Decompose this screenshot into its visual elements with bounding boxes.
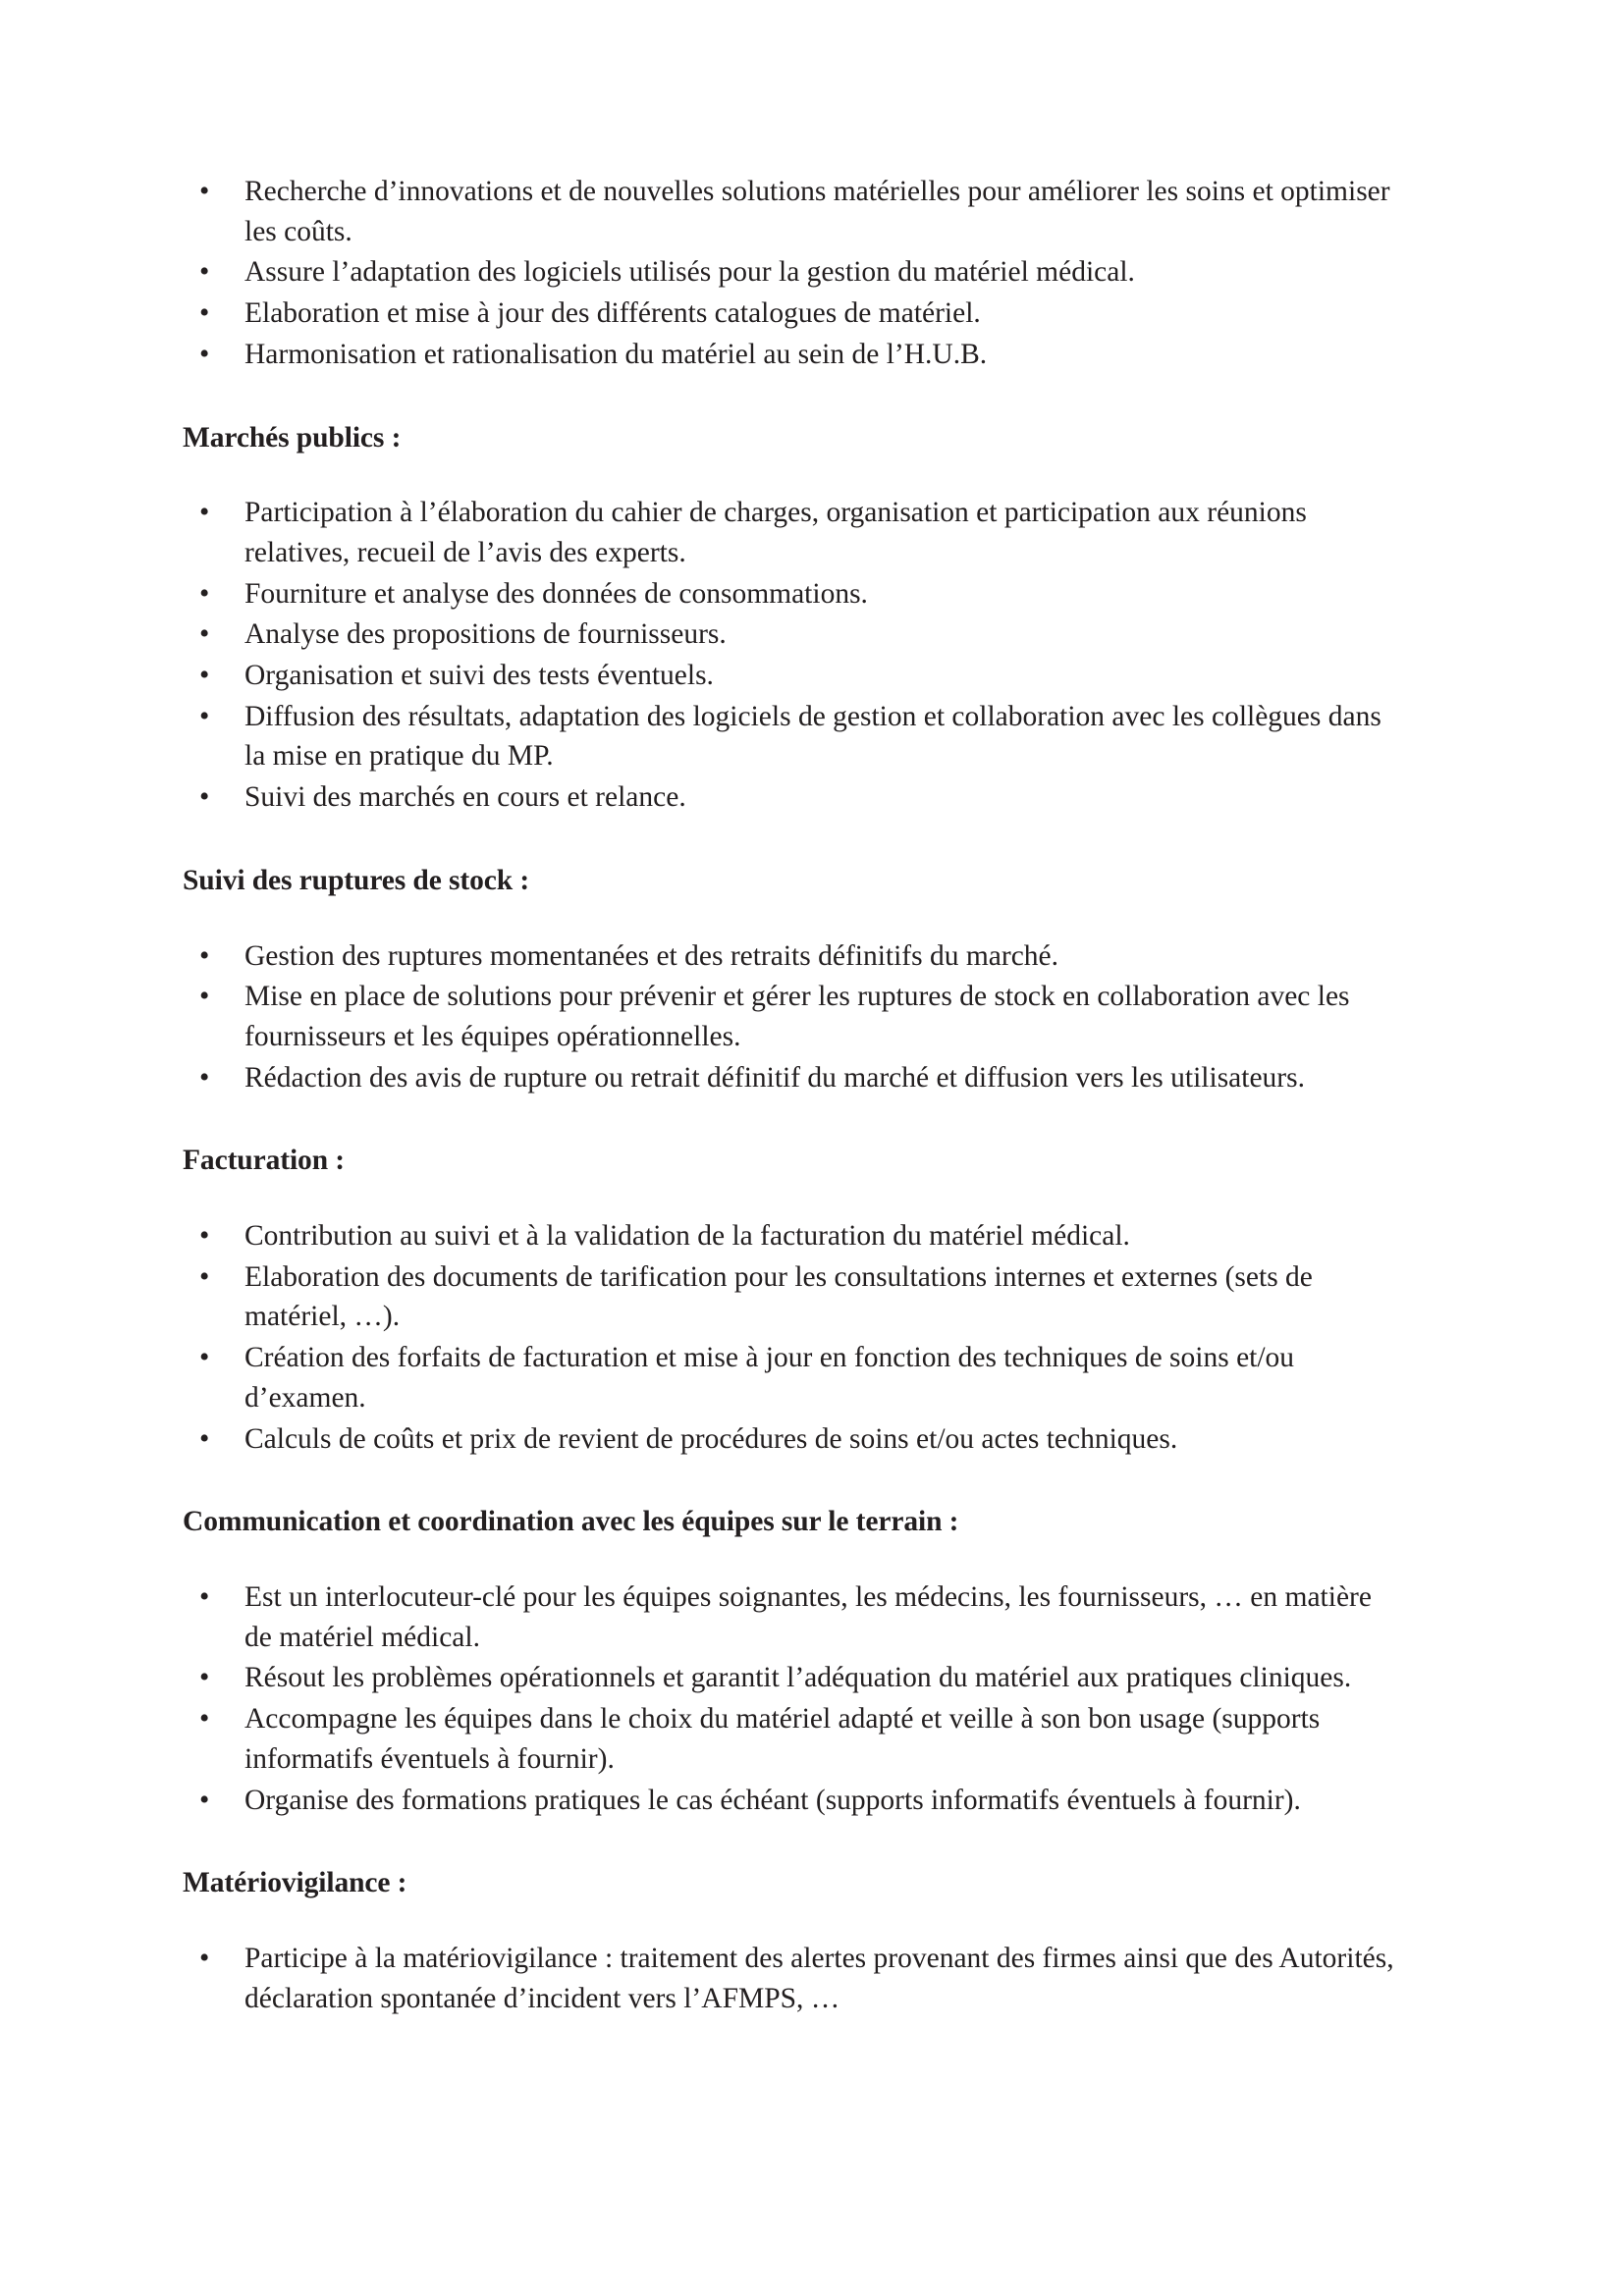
list-item-text: Rédaction des avis de rupture ou retrait définitif du marché et diffusion vers les utilisateurs.: [244, 1061, 1305, 1094]
list-item: [183, 936, 1396, 977]
list-item: [183, 1577, 1396, 1657]
section-heading: Marchés publics :: [183, 421, 402, 454]
list-item: [183, 252, 1396, 293]
list-item: [183, 697, 1396, 776]
bullet-icon: •: [199, 700, 210, 732]
list-item: [183, 1338, 1396, 1417]
list-item-text: Harmonisation et rationalisation du matériel au sein de l’H.U.B.: [244, 338, 988, 370]
bullet-icon: •: [199, 1342, 210, 1374]
list-item: [183, 1781, 1396, 1821]
list-item-text: Recherche d’innovations et de nouvelles solutions matérielles pour améliorer les soins et optimiser les coûts.: [244, 176, 1390, 247]
list-item: [183, 493, 1396, 572]
document-section: [183, 172, 1396, 375]
bullet-icon: •: [199, 939, 210, 972]
list-item: [183, 1658, 1396, 1698]
bullet-icon: •: [199, 1061, 210, 1094]
list-item: [183, 614, 1396, 655]
bullet-icon: •: [199, 1220, 210, 1253]
bullet-icon: •: [199, 1942, 210, 1974]
list-item: [183, 1058, 1396, 1098]
list-item: [183, 777, 1396, 818]
list-item-text: Est un interlocuteur-clé pour les équipes soignantes, les médecins, les fournisseurs, … en matière de matériel médical.: [244, 1580, 1372, 1653]
list-item: [183, 1216, 1396, 1256]
list-item-text: Organise des formations pratiques le cas échéant (supports informatifs éventuels à fournir).: [244, 1784, 1301, 1816]
section-heading: Matériovigilance :: [183, 1867, 407, 1899]
section-heading-block: [183, 1141, 1396, 1181]
section-heading: Communication et coordination avec les équipes sur le terrain :: [183, 1506, 959, 1538]
bullet-icon: •: [199, 497, 210, 529]
bullet-list: [183, 1216, 1396, 1459]
list-item-text: Analyse des propositions de fournisseurs.: [244, 618, 727, 651]
bullet-icon: •: [199, 1260, 210, 1293]
bullet-list: [183, 1577, 1396, 1820]
bullet-icon: •: [199, 1662, 210, 1694]
list-item-text: Suivi des marchés en cours et relance.: [244, 781, 686, 814]
list-item: [183, 294, 1396, 334]
document-body: [183, 172, 1396, 2018]
list-item-text: Elaboration des documents de tarification pour les consultations internes et externes (sets de matériel, …).: [244, 1260, 1313, 1333]
list-item-text: Organisation et suivi des tests éventuels.: [244, 660, 714, 692]
bullet-list: [183, 493, 1396, 818]
list-item: [183, 574, 1396, 614]
bullet-icon: •: [199, 1580, 210, 1613]
bullet-icon: •: [199, 297, 210, 330]
list-item-text: Participe à la matériovigilance : traitement des alertes provenant des firmes ainsi que des Autorités, déclaration spontanée d’incident vers l’AFMPS, …: [244, 1942, 1394, 2014]
list-item-text: Diffusion des résultats, adaptation des logiciels de gestion et collaboration avec les collègues dans la mise en pratique du MP.: [244, 700, 1381, 773]
bullet-list: [183, 1939, 1396, 2018]
list-item: [183, 1699, 1396, 1779]
list-item: [183, 335, 1396, 375]
bullet-icon: •: [199, 660, 210, 692]
list-item: [183, 656, 1396, 696]
document-section: [183, 1863, 1396, 2018]
bullet-list: [183, 936, 1396, 1098]
list-item: [183, 1257, 1396, 1337]
bullet-icon: •: [199, 176, 210, 207]
document-section: [183, 1141, 1396, 1459]
bullet-icon: •: [199, 781, 210, 814]
bullet-icon: •: [199, 981, 210, 1013]
section-heading-block: [183, 861, 1396, 901]
section-heading: Facturation :: [183, 1145, 346, 1177]
list-item-text: Participation à l’élaboration du cahier de charges, organisation et participation aux réunions relatives, recueil de l’avis des experts.: [244, 497, 1307, 568]
bullet-icon: •: [199, 338, 210, 370]
list-item-text: Elaboration et mise à jour des différents catalogues de matériel.: [244, 297, 981, 330]
list-item: [183, 1939, 1396, 2018]
list-item-text: Contribution au suivi et à la validation de la facturation du matériel médical.: [244, 1220, 1130, 1253]
document-section: [183, 861, 1396, 1098]
document-section: [183, 418, 1396, 818]
list-item: [183, 977, 1396, 1056]
section-heading-block: [183, 1502, 1396, 1542]
bullet-icon: •: [199, 618, 210, 651]
bullet-icon: •: [199, 1422, 210, 1455]
list-item-text: Mise en place de solutions pour prévenir et gérer les ruptures de stock en collaboration avec les fournisseurs et les équipes opérationnelles.: [244, 981, 1350, 1052]
list-item: [183, 1419, 1396, 1460]
bullet-icon: •: [199, 256, 210, 289]
bullet-icon: •: [199, 1784, 210, 1816]
list-item-text: Fourniture et analyse des données de consommations.: [244, 577, 868, 610]
list-item-text: Calculs de coûts et prix de revient de procédures de soins et/ou actes techniques.: [244, 1422, 1178, 1455]
section-heading: Suivi des ruptures de stock :: [183, 864, 530, 896]
bullet-list: [183, 172, 1396, 375]
list-item-text: Gestion des ruptures momentanées et des retraits définitifs du marché.: [244, 939, 1059, 972]
bullet-icon: •: [199, 1703, 210, 1735]
section-heading-block: [183, 418, 1396, 458]
section-heading-block: [183, 1863, 1396, 1903]
list-item-text: Création des forfaits de facturation et mise à jour en fonction des techniques de soins et/ou d’examen.: [244, 1342, 1295, 1414]
list-item-text: Accompagne les équipes dans le choix du matériel adapté et veille à son bon usage (supports informatifs éventuels à fournir).: [244, 1703, 1321, 1775]
list-item-text: Résout les problèmes opérationnels et garantit l’adéquation du matériel aux pratiques cliniques.: [244, 1662, 1352, 1694]
list-item-text: Assure l’adaptation des logiciels utilisés pour la gestion du matériel médical.: [244, 256, 1135, 289]
document-section: [183, 1502, 1396, 1820]
list-item: [183, 172, 1396, 251]
bullet-icon: •: [199, 577, 210, 610]
